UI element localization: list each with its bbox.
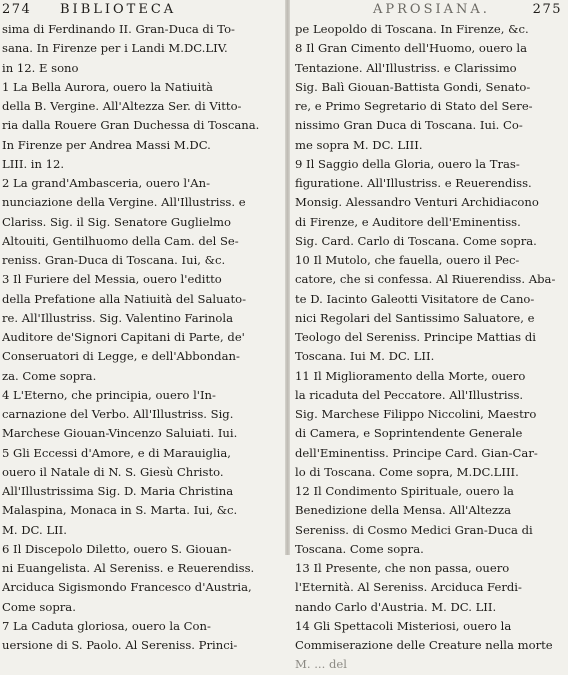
right-text-line: la ricaduta del Peccatore. All'Illustriss. xyxy=(295,387,524,402)
left-text-line: nunciazione della Vergine. All'Illustriss. e xyxy=(2,195,246,210)
left-text-line: 3 Il Furiere del Messia, ouero l'editto xyxy=(2,272,222,287)
right-text-line: Sig. Marchese Filippo Niccolini, Maestro xyxy=(295,407,537,421)
left-running-head: BIBLIOTECA xyxy=(60,2,177,17)
left-text-line: Auditore de'Signori Capitani di Parte, de' xyxy=(2,330,245,344)
left-text-line: in 12. E sono xyxy=(2,60,79,75)
right-page-header xyxy=(295,2,566,20)
left-text-line: sana. In Firenze per i Landi M.DC.LIV. xyxy=(2,41,228,56)
left-page-body xyxy=(2,20,281,655)
left-text-line: uersione di S. Paolo. Al Sereniss. Princi- xyxy=(2,638,238,652)
right-text-line: nici Regolari del Santissimo Saluatore, e xyxy=(295,310,535,325)
right-text-line: 9 Il Saggio della Gloria, ouero la Tras- xyxy=(295,156,520,171)
right-text-line: catore, che si confessa. Al Riuerendiss. Aba- xyxy=(295,272,556,287)
left-text-line: 4 L'Eterno, che principia, ouero l'In- xyxy=(2,387,216,402)
right-text-line: l'Eternità. Al Sereniss. Arciduca Ferdi- xyxy=(295,580,522,595)
left-text-line: All'Illustrissima Sig. D. Maria Christina xyxy=(2,484,234,498)
right-text-line: Benedizione della Mensa. All'Altezza xyxy=(295,503,512,518)
left-text-line: carnazione del Verbo. All'Illustriss. Sig. xyxy=(2,407,234,421)
left-text-line: ni Euangelista. Al Sereniss. e Reuerendiss. xyxy=(2,561,255,575)
left-text-line: za. Come sopra. xyxy=(2,368,97,383)
right-text-line: re, e Primo Segretario di Stato del Sere- xyxy=(295,99,533,113)
right-text-line: 8 Il Gran Cimento dell'Huomo, ouero la xyxy=(295,41,528,56)
right-text-line: nissimo Gran Duca di Toscana. Iui. Co- xyxy=(295,118,523,133)
left-text-line: Altouiti, Gentilhuomo della Cam. del Se- xyxy=(2,233,239,248)
left-page-header xyxy=(2,2,281,20)
right-text-line: Commiserazione delle Creature nella morte xyxy=(295,638,553,652)
right-text-line: Sig. Card. Carlo di Toscana. Come sopra. xyxy=(295,233,537,248)
right-text-line: 12 Il Condimento Spirituale, ouero la xyxy=(295,484,514,498)
right-text-line: M. ... del xyxy=(295,657,347,672)
left-text-line: della Prefatione alla Natiuità del Saluato- xyxy=(2,291,247,306)
right-page-number: 275 xyxy=(532,2,562,17)
left-text-line: ria dalla Rouere Gran Duchessa di Toscana. xyxy=(2,118,260,133)
left-text-line: Marchese Giouan-Vincenzo Saluiati. Iui. xyxy=(2,426,238,441)
right-text-line: Monsig. Alessandro Venturi Archidiacono xyxy=(295,195,539,210)
right-text-line: di Firenze, e Auditore dell'Eminentiss. xyxy=(295,214,521,229)
left-text-line: sima di Ferdinando II. Gran-Duca di To- xyxy=(2,22,235,36)
left-text-line: 2 La grand'Ambasceria, ouero l'An- xyxy=(2,176,211,190)
right-text-line: me sopra M. DC. LIII. xyxy=(295,137,423,152)
right-page-body xyxy=(295,20,566,675)
left-text-line: 6 Il Discepolo Diletto, ouero S. Giouan- xyxy=(2,541,232,556)
right-text-line: figuratione. All'Illustriss. e Reuerendiss. xyxy=(295,176,532,190)
right-text-line: Toscana. Iui M. DC. LII. xyxy=(295,349,435,364)
right-page xyxy=(295,2,566,675)
left-text-line: LIII. in 12. xyxy=(2,156,65,171)
left-page-number: 274 xyxy=(2,2,32,17)
right-text-line: 14 Gli Spettacoli Misteriosi, ouero la xyxy=(295,618,512,633)
left-text-line: 5 Gli Eccessi d'Amore, e di Marauiglia, xyxy=(2,445,231,460)
left-text-line: Arciduca Sigismondo Francesco d'Austria, xyxy=(2,580,252,595)
right-text-line: Tentazione. All'Illustriss. e Clarissimo xyxy=(295,60,517,75)
left-text-line: reniss. Gran-Duca di Toscana. Iui, &c. xyxy=(2,253,226,267)
left-text-line: Clariss. Sig. il Sig. Senatore Guglielmo xyxy=(2,214,232,229)
left-text-line: ouero il Natale di N. S. Giesù Christo. xyxy=(2,464,224,479)
left-text-line: re. All'Illustriss. Sig. Valentino Farinola xyxy=(2,310,234,325)
right-text-line: te D. Iacinto Galeotti Visitatore de Cano- xyxy=(295,291,535,306)
right-text-line: 11 Il Miglioramento della Morte, ouero xyxy=(295,368,526,383)
left-text-line: della B. Vergine. All'Altezza Ser. di Vitto- xyxy=(2,99,242,113)
right-text-line: Sereniss. di Cosmo Medici Gran-Duca di xyxy=(295,522,533,537)
right-text-line: Sig. Balì Giouan-Battista Gondi, Senato- xyxy=(295,79,531,94)
left-page xyxy=(2,2,281,655)
right-text-line: pe Leopoldo di Toscana. In Firenze, &c. xyxy=(295,22,529,36)
right-text-line: dell'Eminentiss. Principe Card. Gian-Car- xyxy=(295,445,538,460)
right-text-line: lo di Toscana. Come sopra, M.DC.LIII. xyxy=(295,464,519,479)
right-text-line: Toscana. Come sopra. xyxy=(295,541,424,556)
right-text-line: 10 Il Mutolo, che fauella, ouero il Pec- xyxy=(295,253,520,267)
left-text-line: Conseruatori di Legge, e dell'Abbondan- xyxy=(2,349,240,364)
right-text-line: Teologo del Sereniss. Principe Mattias di xyxy=(295,330,536,344)
left-text-line: Come sopra. xyxy=(2,599,76,614)
left-text-line: Malaspina, Monaca in S. Marta. Iui, &c. xyxy=(2,503,238,518)
right-running-head: APROSIANA. xyxy=(373,2,490,17)
right-text-line: 13 Il Presente, che non passa, ouero xyxy=(295,561,510,575)
right-text-line: nando Carlo d'Austria. M. DC. LII. xyxy=(295,599,497,614)
right-text-line: di Camera, e Soprintendente Generale xyxy=(295,426,523,441)
page-gutter xyxy=(285,0,290,555)
left-text-line: In Firenze per Andrea Massi M.DC. xyxy=(2,137,211,152)
left-text-line: 1 La Bella Aurora, ouero la Natiuità xyxy=(2,79,213,94)
left-text-line: 7 La Caduta gloriosa, ouero la Con- xyxy=(2,618,211,633)
left-text-line: M. DC. LII. xyxy=(2,522,67,537)
